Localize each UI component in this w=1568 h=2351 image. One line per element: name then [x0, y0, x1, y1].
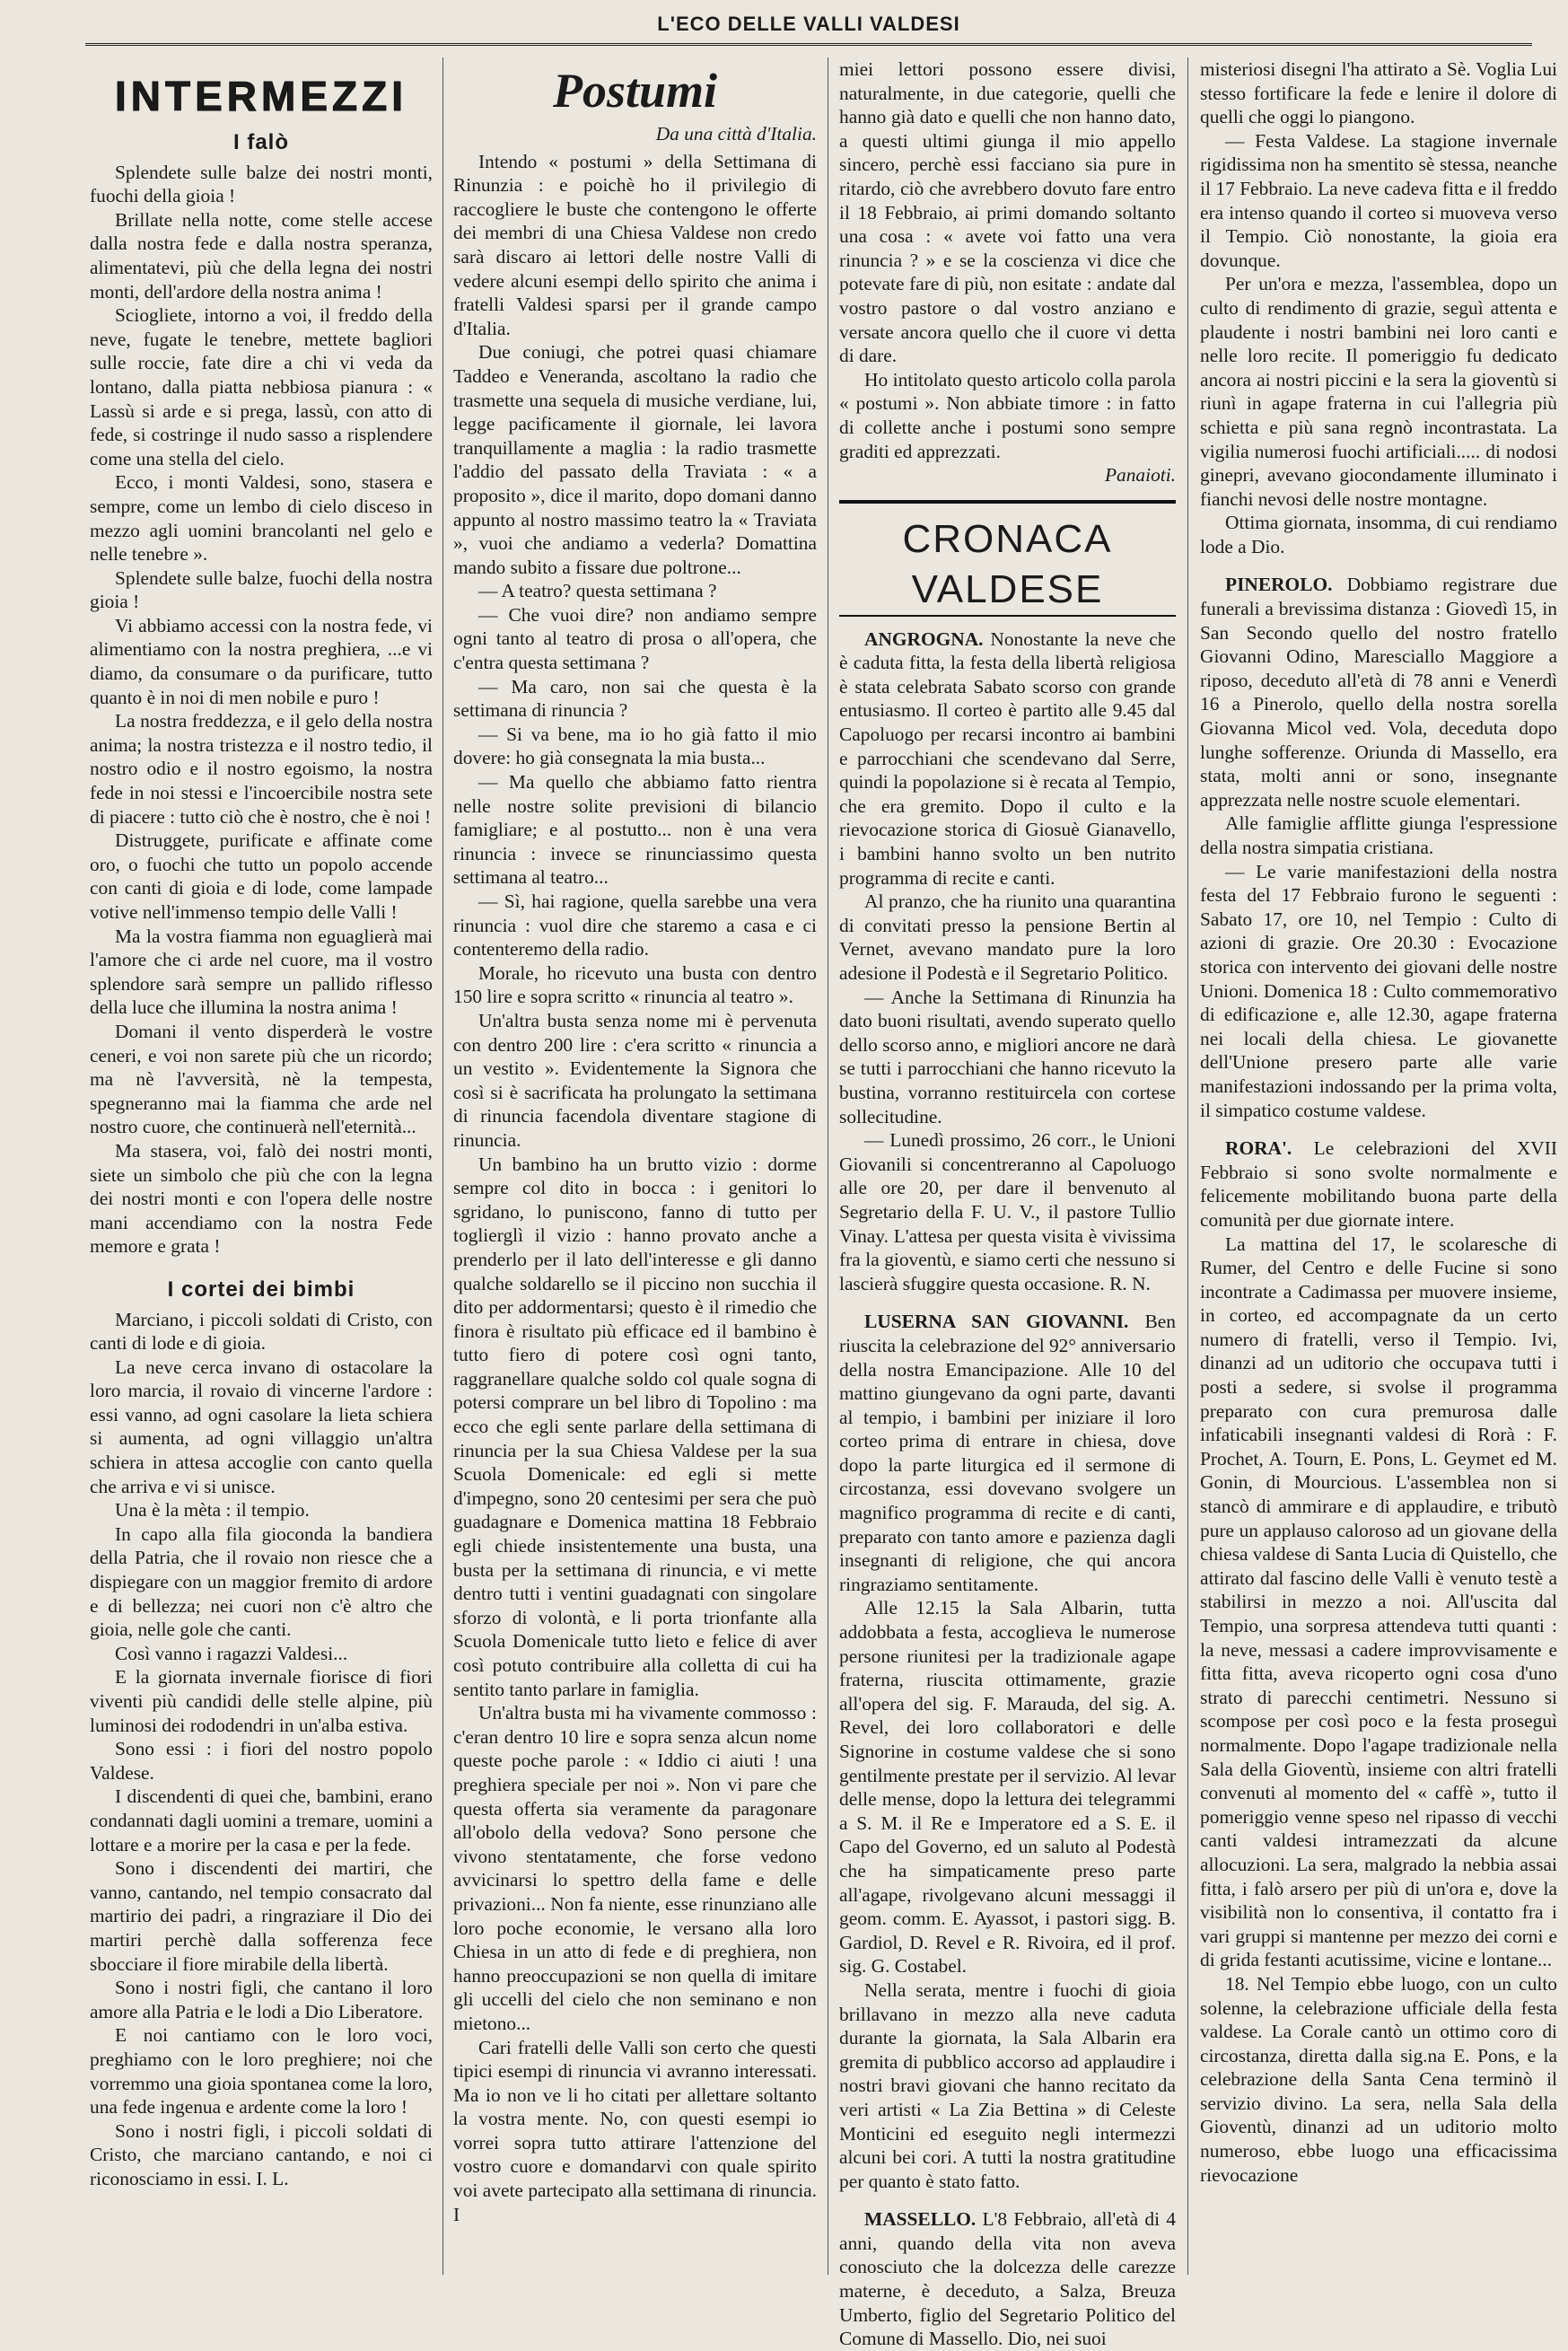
- paragraph: Domani il vento disperderà le vostre ceneri, e voi non sarete più che un ricordo; ma nè l'avversità, nè la tempesta, spegneranno mai la fiamma che arde nel nostro cuore, che continuerà nell'eternità...: [90, 1020, 433, 1138]
- dateline: Da una città d'Italia.: [655, 123, 817, 145]
- paragraph: Splendete sulle balze dei nostri monti, fuochi della gioia !: [90, 161, 433, 207]
- paragraph: Per un'ora e mezza, l'assemblea, dopo un culto di rendimento di grazie, seguì attenta e plaudente i nostri bambini nei loro canti e nelle loro recite. Il pomeriggio fu dedicato ancora ai nostri piccini e la sera la gioventù si riunì in agape fraterna in cui l'allegria più schietta e più sana regnò incontrastata. La vigilia numerosi fuochi artificiali..... di nodosi ginepri, avevano giocondamente illuminato i fianchi nevosi delle nostre montagne.: [1200, 273, 1557, 510]
- paragraph: Vi abbiamo accessi con la nostra fede, vi alimentiamo con la nostra preghiera, ...e vi diamo, da consumare o da purificare, tutto quanto è in noi di men nobile e puro !: [90, 614, 433, 708]
- intermezzi-title: INTERMEZZI: [115, 73, 407, 119]
- paragraph-text: Le celebrazioni del XVII Febbraio si sono svolte normalmente e felicemente mobilitando buona parte della comunità per due giornate intere.: [1200, 1137, 1557, 1231]
- signature: Panaioti.: [1104, 464, 1176, 487]
- paragraph: La mattina del 17, le scolaresche di Rumer, del Centro e delle Fucine si sono incontrate a Cadimassa per muovere insieme, in corteo, ed accompagnate da un certo numero di fratelli, verso il Tempio. Ivi, dinanzi ad un uditorio che occupava tutti i posti a sedere, si svolse il programma preparato con cura premurosa dalle infaticabili insegnanti valdesi di Rorà : F. Prochet, A. Tourn, E. Pons, L. Geymet ed M. Gonin, di Mourcious. L'assemblea non si stancò di ammirare e di applaudire, e tributò pure un applauso caloroso ad un giovane della chiesa valdese di Santa Lucia di Quistello, che attirato dal fascino delle Valli è venuto testè a stabilirsi in mezzo a noi. All'uscita dal Tempio, una sorpresa attendeva tutti quanti : la neve, messasi a cadere improvvisamente e fitta fitta, aveva ricoperto ogni cosa d'uno strato di parecchi centimetri. Nessuno si scompose per così poco e la festa proseguì normalmente. Dopo l'agape tradizionale nella Sala della Gioventù, insieme con altri fratelli convenuti al momento del « caffè », tutto il pomeriggio venne speso nel ripasso di vecchi canti valdesi intramezzati da alcune allocuzioni. La sera, malgrado la nebbia assai fitta, i falò arsero per più di un'ora e, dove la visibilità non lo consentiva, il contatto fra i vari gruppi si mantenne per mezzo dei corni e di grida festanti acutissime, vicine e lontane...: [1200, 1233, 1557, 1971]
- paragraph: Ma stasera, voi, falò dei nostri monti, siete un simbolo che più che con la legna dei nostri monti e con l'opera delle nostre mani accendiamo con la nostra Fede memore e grata !: [90, 1139, 433, 1258]
- paragraph: miei lettori possono essere divisi, naturalmente, in due categorie, quelli che hanno già dato e quelli che non hanno dato, a questi ultimi giunga il mio appello sincero, perchè essi facciano sia pure in ritardo, ciò che avrebbero dovuto fare entro il 18 Febbraio, ai primi domando soltanto una cosa : « avete voi fatto una vera rinuncia ? » e se la coscienza vi dice che potevate fare di più, non esitate : andate dal vostro pastore o dal vostro anziano e versate ancora quello che il cuore vi detta di dare.: [839, 58, 1176, 367]
- paragraph: Ma la vostra fiamma non eguaglierà mai l'amore che ci arde nel cuore, ma il vostro splendore sarà sempre un pallido riflesso della luce che illumina la nostra anima !: [90, 925, 433, 1019]
- paragraph-pinerolo: [1200, 573, 1557, 811]
- paragraph: Alle 12.15 la Sala Albarin, tutta addobbata a festa, accoglieva le numerose persone riunitesi per la tradizionale agape fraterna, riuscita ottimamente, grazie all'opera del sig. F. Marauda, del sig. A. Revel, dei loro collaboratori e delle Signorine in costume valdese che si sono gentilmente prestate per il servizio. Al levar delle mense, dopo la lettura dei telegrammi a S. M. il Re e Imperatore ed a S. E. il Capo del Governo, ed un saluto al Podestà che ha simpaticamente preso parte all'agape, rivolgevano alcuni messaggi il geom. comm. E. Ayassot, i pastori sigg. B. Gardiol, D. Revel e R. Rivoira, ed il prof. sig. G. Costabel.: [839, 1597, 1176, 1978]
- paragraph: Così vanno i ragazzi Valdesi...: [115, 1642, 348, 1664]
- paragraph: — Festa Valdese. La stagione invernale rigidissima non ha smentito sè stessa, neanche il 17 Febbraio. La neve cadeva fitta e il freddo era intenso quando il corteo si muoveva verso il Tempio. Ciò nonostante, la gioia era dovunque.: [1200, 129, 1557, 271]
- paragraph: — Ma quello che abbiamo fatto rientra nelle nostre solite previsioni di bilancio famigliare; e al postutto... non è una vera rinuncia : invece se rinunciassimo questa settimana al teatro...: [453, 771, 817, 889]
- paragraph: Morale, ho ricevuto una busta con dentro 150 lire e sopra scritto « rinuncia al teatro ».: [453, 961, 817, 1008]
- column-3: [839, 57, 1176, 2350]
- column-4: [1200, 57, 1557, 2275]
- paragraph: Ho intitolato questo articolo colla parola « postumi ». Non abbiate timore : in fatto di collette anche i postumi sono sempre graditi ed apprezzati.: [839, 368, 1176, 462]
- paragraph: Brillate nella notte, come stelle accese dalla nostra fede e dalla nostra speranza, alimentatevi, più che della legna dei nostri monti, dell'ardore della nostra anima !: [90, 208, 433, 303]
- place-name: PINEROLO.: [1225, 574, 1333, 596]
- spacer: [839, 1295, 1176, 1310]
- paragraph: Marciano, i piccoli soldati di Cristo, con canti di lode e di gioia.: [90, 1308, 433, 1355]
- masthead: [85, 13, 1532, 54]
- paragraph: Due coniugi, che potrei quasi chiamare Taddeo e Veneranda, ascoltano la radio che trasmette una sequela di musiche verdiane, lui, legge pacificamente il giornale, lei lavora tranquillamente a maglia : la radio trasmette l'addio del passato della Traviata : « a proposito », dice il marito, dopo domani danno appunto al nostro massimo teatro la « Traviata », vuoi che andiamo a vederla? Domattina mando subito a fissare due poltrone...: [453, 341, 817, 578]
- paragraph: Un'altra busta mi ha vivamente commosso : c'eran dentro 10 lire e sopra senza alcun nome queste poche parole : « Iddio ci aiuti ! una preghiera speciale per noi ». Non vi pare che questa offerta sia veramente da paragonare all'obolo della vedova? Sono persone che vivono stentatamente, che forse vedono avvicinarsi lo spettro della fame e delle privazioni... Non fa niente, esse rinunziano alle loro poche economie, le versano alla loro Chiesa in un atto di fede e di preghiera, non hanno preoccupazioni se non quella di imitare gli uccelli del cielo che non seminano e non mietono...: [453, 1702, 817, 2034]
- spacer: [1200, 1122, 1557, 1136]
- paragraph: Ecco, i monti Valdesi, sono, stasera e sempre, come un lembo di cielo disceso in mezzo agli uomini brancolanti nel gelo e nelle tenebre ».: [90, 471, 433, 566]
- paragraph-rora: [1200, 1136, 1557, 1232]
- column-divider: [1187, 57, 1188, 2275]
- cortei-title: I cortei dei bimbi: [167, 1276, 355, 1302]
- paragraph-massello: [839, 2207, 1176, 2351]
- place-name: LUSERNA SAN GIOVANNI.: [864, 1311, 1129, 1333]
- column-divider: [442, 57, 443, 2275]
- falo-title: I falò: [232, 130, 289, 154]
- columns: [90, 57, 1557, 2350]
- paragraph-text: L'8 Febbraio, all'età di 4 anni, quando della vita non aveva conosciuto che la dolcezza delle carezze materne, è deceduto, a Salza, Breuza Umberto, figlio del Segretario Politico del Comune di Massello. Dio, nei suoi: [839, 2208, 1176, 2350]
- paragraph: Sono essi : i fiori del nostro popolo Valdese.: [90, 1738, 433, 1784]
- paragraph: 18. Nel Tempio ebbe luogo, con un culto solenne, la celebrazione ufficiale della festa valdese. La Corale cantò un ottimo coro di circostanza, diretta dalla sig.na E. Pons, e la celebrazione della Santa Cena terminò il servizio divino. La sera, nella Sala della Gioventù, dinanzi ad un uditorio molto numeroso, ebbe luogo una efficacissima rievocazione: [1200, 1972, 1557, 2186]
- paragraph: Una è la mèta : il tempio.: [115, 1499, 310, 1522]
- paragraph: La neve cerca invano di ostacolare la loro marcia, il rovaio di vincerne l'ardore : essi vanno, ad ogni casolare la lieta schiera si aumenta, ad ogni villaggio un'altra schiera in attesa accoglie con canto quella che arriva e vi si unisce.: [90, 1355, 433, 1497]
- paragraph: Nella serata, mentre i fuochi di gioia brillavano in mezzo alla neve caduta durante la giornata, la Sala Albarin era gremita di pubblico accorso ad applaudire i nostri bravi giovani che hanno recitato da veri artisti « La Zia Bettina » di Celeste Monticini ed eseguito negli intermezzi alcuni bei cori. A tutti la nostra gratitudine per quanto è stato fatto.: [839, 1978, 1176, 2192]
- paragraph: Cari fratelli delle Valli son certo che questi tipici esempi di rinuncia vi avranno interessati. Ma io non ve li ho citati per allettare soltanto la vostra mente. No, con questi esempi io vorrei sopra tutto attirare l'attenzione del vostro cuore e domandarvi con quale spirito voi avete partecipato alla settimana di rinuncia. I: [453, 2036, 817, 2225]
- paragraph: — Sì, hai ragione, quella sarebbe una vera rinuncia : vuol dire che staremo a casa e ci contenteremo della radio.: [453, 890, 817, 961]
- place-name: RORA'.: [1225, 1137, 1292, 1160]
- paragraph: — A teatro? questa settimana ?: [478, 580, 717, 602]
- cronaca-title: CRONACA VALDESE: [839, 514, 1176, 617]
- paragraph: — Si va bene, ma io ho già fatto il mio dovere: ho già consegnata la mia busta...: [453, 723, 817, 769]
- paragraph: La nostra freddezza, e il gelo della nostra anima; la nostra tristezza e il nostro tedio, il nostro odio e il nostro egoismo, la nostra fede in noi stessi e l'incoercibile nostra sete di piacere : tutto ciò che è nostro, che è noi !: [90, 710, 433, 828]
- paragraph: E noi cantiamo con le loro voci, preghiamo con le loro preghiere; noi che vorremmo una gioia spontanea come la loro, una fede ingenua e ardente come la loro !: [90, 2024, 433, 2119]
- paragraph-text: Ben riuscita la celebrazione del 92° anniversario della nostra Emancipazione. Alle 10 del mattino giungevano da ogni parte, davanti al tempio, i bambini per iniziare il loro corteo prima di entrare in chiesa, dove dopo la parte liturgica ed il sermone di circostanza, essi dovevano svolgere un magnifico programma di recite e di canti, preparato con tanto amore e pazienza dagli insegnanti di religione, che qui ancora ringraziamo sentitamente.: [839, 1311, 1176, 1595]
- place-name: ANGROGNA.: [864, 627, 984, 650]
- paragraph-text: Dobbiamo registrare due funerali a brevissima distanza : Giovedì 15, in San Secondo quello del nostro fratello Giovanni Odino, Maresciallo Maggiore a riposo, deceduto all'età di 78 anni e Venerdì 16 a Pinerolo, quello della nostra sorella Giovanna Micol ved. Vola, deceduta dopo lunghe sofferenze. Oriunda di Massello, era stata, molti anni or sono, insegnante apprezzata nelle nostre scuole elementari.: [1200, 574, 1557, 811]
- paragraph: Sono i discendenti dei martiri, che vanno, cantando, nel tempio consacrato dal martirio dei padri, a ringraziare il Dio dei martiri perchè dalla sofferenza fece sbocciare il fiore mirabile della libertà.: [90, 1857, 433, 1975]
- paragraph: Un bambino ha un brutto vizio : dorme sempre col dito in bocca : i genitori lo sgridano, lo puniscono, fanno di tutto per toglierglì il vizio : hanno provato anche a prenderlo per il lato dell'interesse e gli danno qualche soldarello se il piccino non succhia il dito per addormentarsi; questo è il rimedio che finora è risultato più efficace ed il bambino è tutto fiero di potere così ogni tanto, raggranellare qualche soldo col quale sogna di potersi comprare un bel libro di Topolino : ma ecco che egli sente parlare della settimana di rinuncia per la sua Chiesa Valdese per la sua Scuola Domenicale: ed egli si mette d'impegno, sono 20 centesimi per sera che può guadagnare e Domenica mattina 18 Febbraio egli chiede insistentemente una busta, una busta per la settimana di rinuncia, e vi mette dentro tutti i ventini guadagnati con singolare sforzo di volontà, e li porta trionfante alla Scuola Domenicale tutto lieto e felice di aver così potuto contribuire alla colletta di cui ha sentito tanto parlare in famiglia.: [453, 1153, 817, 1700]
- spacer: [1200, 558, 1557, 573]
- paragraph-angrogna: [839, 627, 1176, 890]
- section-rule: [839, 500, 1176, 504]
- paragraph: E la giornata invernale fiorisce di fiori viventi più candidi delle stelle alpine, più luminosi dei rododendri in un'alba estiva.: [90, 1666, 433, 1736]
- paragraph: Alle famiglie afflitte giunga l'espressione della nostra simpatia cristiana.: [1200, 812, 1557, 858]
- paragraph: misteriosi disegni l'ha attirato a Sè. Voglia Lui stesso fortificare la fede e lenire il dolore di quelli che oggi lo piangono.: [1200, 58, 1557, 128]
- paragraph: — Lunedì prossimo, 26 corr., le Unioni Giovanili si concentreranno al Capoluogo alle ore 20, per dare il benvenuto al Segretario della F. U. V., il pastore Tullio Vinay. L'attesa per questa visita è vivissima fra la gioventù, e siamo certi che nessuno si lascierà sfuggire questa occasione. R. N.: [839, 1129, 1176, 1294]
- masthead-rule: [85, 43, 1532, 51]
- paragraph-text: Nonostante la neve che è caduta fitta, la festa della libertà religiosa è stata celebrata Sabato scorso con grande entusiasmo. Il corteo è partito alle 9.45 dal Capoluogo per recarsi incontro ai bambini e parrocchiani che scendevano dal Serre, quindi la popolazione si è recata al Tempio, che era gremito. Dopo il culto e la rievocazione storica di Giosuè Gianavello, i bambini hanno svolto un ben nutrito programma di recite e canti.: [839, 627, 1176, 889]
- paragraph-luserna: [839, 1310, 1176, 1596]
- postumi-title: Postumi: [552, 64, 718, 118]
- paragraph: Ottima giornata, insomma, di cui rendiamo lode a Dio.: [1200, 512, 1557, 557]
- paragraph: I discendenti di quei che, bambini, erano condannati dagli uomini a tremare, uomini a lottare e a morire per la casa e per la fede.: [90, 1785, 433, 1855]
- paragraph: Splendete sulle balze, fuochi della nostra gioia !: [90, 566, 433, 613]
- paragraph: Un'altra busta senza nome mi è pervenuta con dentro 200 lire : c'era scritto « rinuncia a un vestito ». Evidentemente la Signora che così si è sacrificata ha prolungato la settimana di rinuncia facendola diventare stagione di rinuncia.: [453, 1009, 817, 1151]
- paragraph: Distruggete, purificate e affinate come oro, o fuochi che tutto un popolo accende con canti di gioia e di lode, come lampade votive nell'immenso tempio delle Valli !: [90, 829, 433, 923]
- paragraph: In capo alla fila gioconda la bandiera della Patria, che il rovaio non riesce che a dispiegare con un maggior fremito di ardore e di bellezza; nei cuori non c'è altro che gioia, nelle gole che canti.: [90, 1522, 433, 1641]
- paragraph: Al pranzo, che ha riunito una quarantina di convitati presso la pensione Bertin al Vernet, avevano mandato pure la loro adesione il Podestà e il Segretario Politico.: [839, 890, 1176, 984]
- spacer: [90, 1259, 433, 1273]
- spacer: [839, 2193, 1176, 2207]
- paragraph: — Anche la Settimana di Rinunzia ha dato buoni risultati, avendo superato quello dello scorso anno, e migliori ancore ne darà se tutti i parrocchiani che hanno ricevuto la bustina, vorranno restituircela con cortese sollecitudine.: [839, 986, 1176, 1127]
- paragraph: Sono i nostri figli, che cantano il loro amore alla Patria e le lodi a Dio Liberatore.: [90, 1977, 433, 2022]
- paragraph: — Che vuoi dire? non andiamo sempre ogni tanto al teatro di prosa o all'opera, che c'entra questa settimana ?: [453, 603, 817, 674]
- paragraph: — Ma caro, non sai che questa è la settimana di rinuncia ?: [453, 675, 817, 722]
- masthead-title: L'ECO DELLE VALLI VALDESI: [657, 13, 960, 35]
- paragraph: Sciogliete, intorno a voi, il freddo della neve, fugate le tenebre, mettete bagliori sulle roccie, fate dire a chi vi veda da lontano, dalla piatta nebbiosa pianura : « Lassù si arde e si prega, lassù, con atto di fede, si costringe il nudo sasso a risplendere come una stella del cielo.: [90, 304, 433, 469]
- column-2: [453, 57, 817, 2275]
- column-1: [90, 57, 433, 2275]
- paragraph: — Le varie manifestazioni della nostra festa del 17 Febbraio furono le seguenti : Sabato 17, ore 10, nel Tempio : Culto di azioni di grazie. Ore 20.30 : Evocazione storica con intervento dei giovani delle nostre Unioni. Domenica 18 : Culto commemorativo di edificazione e, alle 12.30, agape fraterna nei locali della chiesa. Le giovanette dell'Unione presero parte alle varie manifestazioni indossando per la prima volta, il simpatico costume valdese.: [1200, 860, 1557, 1121]
- paragraph: Sono i nostri figli, i piccoli soldati di Cristo, che marciano cantando, e noi ci riconosciamo in essi. I. L.: [90, 2119, 433, 2189]
- place-name: MASSELLO.: [864, 2208, 977, 2231]
- paragraph: Intendo « postumi » della Settimana di Rinunzia : e poichè ho il privilegio di raccogliere le buste che contengono le offerte dei membri di una Chiesa Valdese non credo sarà discaro ai lettori delle nostre Valli di vedere alcuni esempi dello spirito che anima i fratelli Valdesi sparsi per il grande campo d'Italia.: [453, 150, 817, 339]
